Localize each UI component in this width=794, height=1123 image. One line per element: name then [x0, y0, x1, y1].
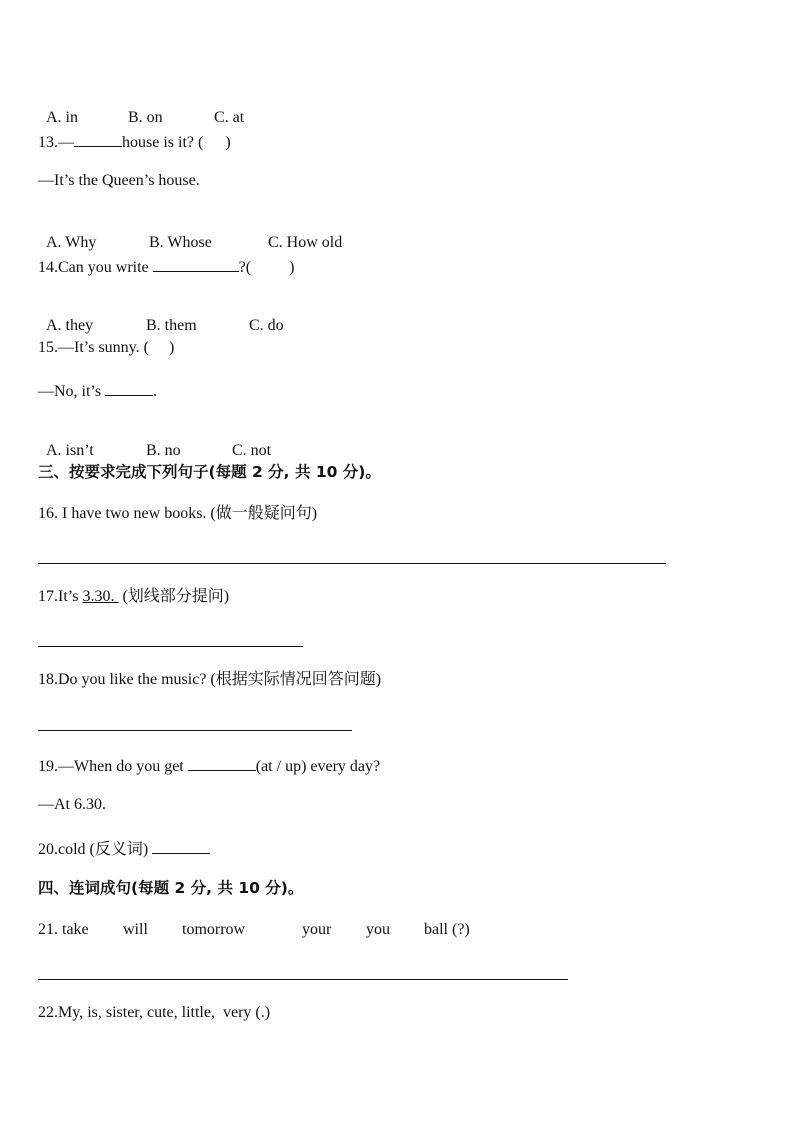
q15-blank[interactable] — [105, 379, 153, 396]
question-15 — [38, 338, 174, 358]
q13-answer-line: —It’s the Queen’s house. — [38, 172, 200, 189]
question-19 — [38, 754, 380, 777]
q16-answer-line[interactable] — [38, 563, 666, 564]
q17-answer-line[interactable] — [38, 646, 303, 647]
q13-number: 13. — [38, 134, 58, 151]
q15-options — [38, 421, 271, 461]
q21-word: tomorrow — [182, 921, 246, 938]
q19-answer-line: —At 6.30. — [38, 796, 106, 813]
q12-option-b: B. on — [128, 109, 163, 126]
q15-option-a: A. isn’t — [46, 442, 94, 459]
q15-paren-close: ) — [168, 339, 175, 356]
q15-text: —It’s sunny. ( — [58, 339, 149, 356]
q14-blank[interactable] — [153, 255, 239, 272]
q13-paren-close: ) — [225, 134, 231, 151]
q13-blank[interactable] — [74, 130, 122, 147]
question-21 — [38, 920, 470, 940]
question-22: 22.My, is, sister, cute, little, very (.) — [38, 1004, 271, 1021]
section-4-heading: 四、连词成句(每题 2 分, 共 10 分)。 — [38, 879, 304, 897]
q21-answer-line[interactable] — [38, 979, 568, 980]
q15-answer-text: —No, it’s — [38, 383, 106, 400]
q21-word: take — [62, 921, 89, 938]
q21-word: will — [123, 921, 148, 938]
q14-option-a: A. they — [46, 317, 94, 334]
q15-answer-line — [38, 379, 157, 402]
q13-option-b: B. Whose — [149, 234, 212, 251]
q13-text: house is it? ( — [122, 134, 204, 151]
q19-after: (at / up) every day? — [255, 758, 381, 775]
q14-options — [38, 296, 284, 336]
q17-instruction: (划线部分提问) — [118, 588, 230, 605]
q15-number: 15. — [38, 339, 58, 356]
q21-word: you — [366, 921, 390, 938]
section-3-heading: 三、按要求完成下列句子(每题 2 分, 共 10 分)。 — [38, 463, 381, 481]
question-16: 16. I have two new books. (做一般疑问句) — [38, 505, 318, 522]
q12-option-a: A. in — [46, 109, 78, 126]
q17-text: 17.It’s — [38, 588, 83, 605]
q19-blank[interactable] — [188, 754, 256, 771]
q17-underlined-time: 3.30. — [82, 588, 119, 605]
question-20 — [38, 837, 210, 860]
q21-word: ball (?) — [424, 921, 470, 938]
q12-options — [38, 88, 244, 128]
q19-text: 19.—When do you get — [38, 758, 188, 775]
q14-option-c: C. do — [249, 317, 284, 334]
q18-answer-line[interactable] — [38, 730, 352, 731]
q21-number: 21. — [38, 921, 62, 938]
q14-option-b: B. them — [146, 317, 197, 334]
question-17 — [38, 587, 229, 607]
q14-number: 14. — [38, 259, 58, 276]
q13-dash: — — [58, 134, 74, 151]
question-13 — [38, 130, 231, 153]
q15-answer-end: . — [153, 383, 158, 400]
question-18: 18.Do you like the music? (根据实际情况回答问题) — [38, 671, 382, 688]
q13-options — [38, 213, 342, 253]
q12-option-c: C. at — [214, 109, 245, 126]
q20-text: 20.cold (反义词) — [38, 841, 153, 858]
q15-option-c: C. not — [232, 442, 272, 459]
q13-option-a: A. Why — [46, 234, 97, 251]
q14-text: Can you write — [58, 259, 153, 276]
q21-word: your — [302, 921, 332, 938]
q13-option-c: C. How old — [268, 234, 343, 251]
question-14 — [38, 255, 294, 278]
q15-option-b: B. no — [146, 442, 181, 459]
q14-paren-close: ) — [289, 259, 295, 276]
q14-after: ?( — [238, 259, 252, 276]
q20-blank[interactable] — [152, 837, 210, 854]
